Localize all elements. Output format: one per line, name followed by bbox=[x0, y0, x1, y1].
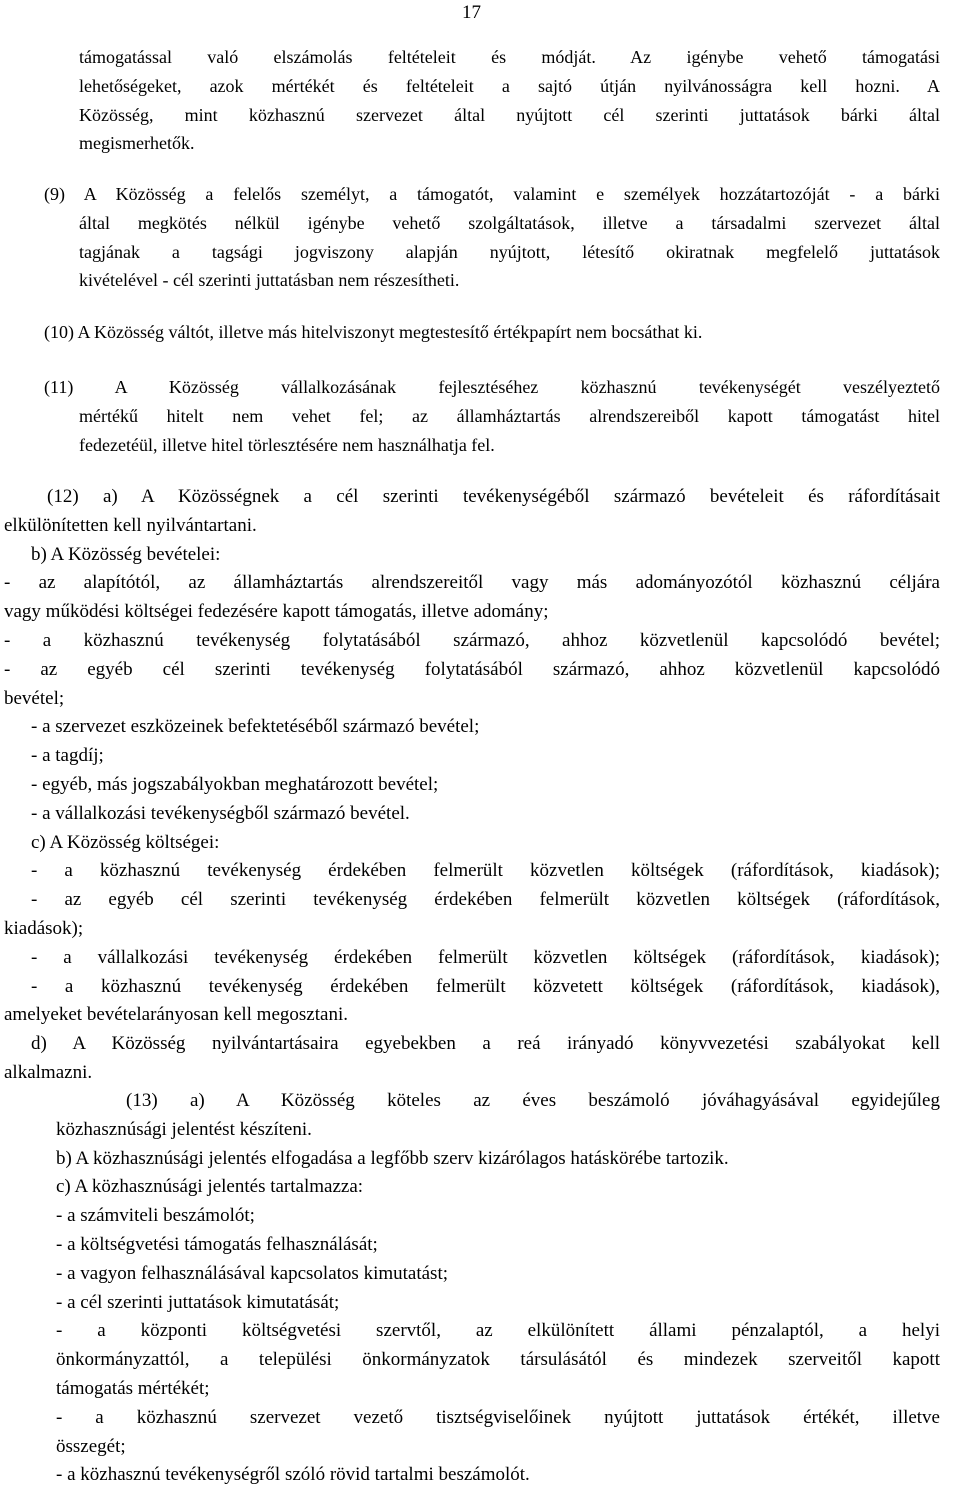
text-line: - a közhasznú szervezet vezető tisztségviselőinek nyújtott juttatások értékét, illetve bbox=[56, 1406, 940, 1428]
text-line: bevétel; bbox=[4, 687, 65, 709]
text-line: közhasznúsági jelentést készíteni. bbox=[56, 1118, 312, 1140]
text-line: által megkötés nélkül igénybe vehető szolgáltatások, illetve a társadalmi szervezet által bbox=[79, 212, 940, 233]
page-number: 17 bbox=[462, 2, 481, 23]
text-line: - a számviteli beszámolót; bbox=[56, 1205, 255, 1227]
paragraph-13 bbox=[56, 1087, 940, 1490]
text-line: összegét; bbox=[56, 1435, 126, 1457]
text-line: támogatással való elszámolás feltételeit és módját. Az igénybe vehető támogatási bbox=[79, 47, 940, 67]
text-line: vagy működési költségei fedezésére kapott támogatás, illetve adomány; bbox=[4, 601, 549, 623]
paragraph-10 bbox=[44, 318, 940, 347]
text-line: (12) a) A Közösségnek a cél szerinti tevékenységéből származó bevételeit és ráfordításait bbox=[47, 486, 940, 507]
text-line: megismerhetők. bbox=[79, 133, 195, 154]
text-line: - az alapítótól, az államháztartás alrendszereitől vagy más adományozótól közhasznú céljára bbox=[4, 572, 940, 594]
text-line: Közösség, mint közhasznú szervezet által nyújtott cél szerinti juttatások bárki által bbox=[79, 104, 940, 125]
text-line: c) A Közösség költségei: bbox=[31, 831, 220, 853]
text-line: önkormányzattól, a települési önkormányzatok társulásától és mindezek szerveitől kapott bbox=[56, 1349, 940, 1371]
text-line: - a szervezet eszközeinek befektetéséből származó bevétel; bbox=[31, 716, 480, 738]
text-line: lehetőségeket, azok mértékét és feltételeit a sajtó útján nyilvánosságra kell hozni. A bbox=[79, 75, 940, 96]
text-line: mértékű hitelt nem vehet fel; az államháztartás alrendszereiből kapott támogatást hitel bbox=[79, 405, 940, 426]
text-line: - a közhasznú tevékenység érdekében felmerült közvetlen költségek (ráfordítások, kiadások); bbox=[31, 860, 940, 882]
text-line: c) A közhasznúsági jelentés tartalmazza: bbox=[56, 1176, 364, 1198]
text-line: - a vagyon felhasználásával kapcsolatos kimutatást; bbox=[56, 1262, 449, 1284]
text-line: kivételével - cél szerinti juttatásban nem részesítheti. bbox=[79, 270, 460, 291]
text-line: b) A közhasznúsági jelentés elfogadása a legfőbb szerv kizárólagos hatáskörébe tartozik. bbox=[56, 1147, 729, 1169]
text-line: - a tagdíj; bbox=[31, 745, 104, 767]
intro-paragraph bbox=[79, 43, 940, 158]
text-line: - a közhasznú tevékenység folytatásából származó, ahhoz közvetlenül kapcsolódó bevétel; bbox=[4, 629, 940, 651]
text-line: - a központi költségvetési szervtől, az elkülönített állami pénzalaptól, a helyi bbox=[56, 1320, 940, 1342]
text-line: - egyéb, más jogszabályokban meghatározott bevétel; bbox=[31, 773, 439, 795]
text-line: - a közhasznú tevékenységről szóló rövid tartalmi beszámolót. bbox=[56, 1464, 530, 1486]
text-line: d) A Közösség nyilvántartásaira egyebekben a reá irányadó könyvvezetési szabályokat kell bbox=[31, 1033, 940, 1055]
text-line: támogatás mértékét; bbox=[56, 1377, 210, 1399]
paragraph-12 bbox=[4, 483, 940, 1088]
text-line: fedezetéül, illetve hitel törlesztésére nem használhatja fel. bbox=[79, 434, 495, 455]
text-line: (13) a) A Közösség köteles az éves beszámoló jóváhagyásával egyidejűleg bbox=[126, 1090, 940, 1111]
paragraph-9 bbox=[44, 180, 940, 295]
text-line: (10) A Közösség váltót, illetve más hitelviszonyt megtestesítő értékpapírt nem bocsáthat ki. bbox=[44, 322, 703, 342]
text-line: (9) A Közösség a felelős személyt, a támogatót, valamint e személyek hozzátartozóját - a bárki bbox=[44, 184, 940, 204]
text-line: b) A Közösség bevételei: bbox=[31, 543, 221, 565]
text-line: (11) A Közösség vállalkozásának fejlesztéséhez közhasznú tevékenységét veszélyeztető bbox=[44, 377, 940, 397]
text-line: kiadások); bbox=[4, 917, 84, 939]
text-line: alkalmazni. bbox=[4, 1061, 93, 1083]
text-line: tagjának a tagsági jogviszony alapján nyújtott, létesítő okiratnak megfelelő juttatások bbox=[79, 241, 940, 262]
text-line: amelyeket bevételarányosan kell megosztani. bbox=[4, 1004, 348, 1026]
text-line: - a közhasznú tevékenység érdekében felmerült közvetett költségek (ráfordítások, kiadások), bbox=[31, 975, 940, 997]
text-line: - a vállalkozási tevékenység érdekében felmerült közvetlen költségek (ráfordítások, kiadások); bbox=[31, 946, 940, 968]
text-line: - a vállalkozási tevékenységből származó bevétel. bbox=[31, 802, 410, 824]
text-line: elkülönítetten kell nyilvántartani. bbox=[4, 514, 257, 536]
paragraph-11 bbox=[44, 373, 940, 459]
text-line: - az egyéb cél szerinti tevékenység érdekében felmerült közvetlen költségek (ráfordítások, bbox=[31, 889, 940, 911]
text-line: - a költségvetési támogatás felhasználását; bbox=[56, 1233, 378, 1255]
text-line: - a cél szerinti juttatások kimutatását; bbox=[56, 1291, 340, 1313]
text-line: - az egyéb cél szerinti tevékenység folytatásából származó, ahhoz közvetlenül kapcsolódó bbox=[4, 658, 940, 680]
